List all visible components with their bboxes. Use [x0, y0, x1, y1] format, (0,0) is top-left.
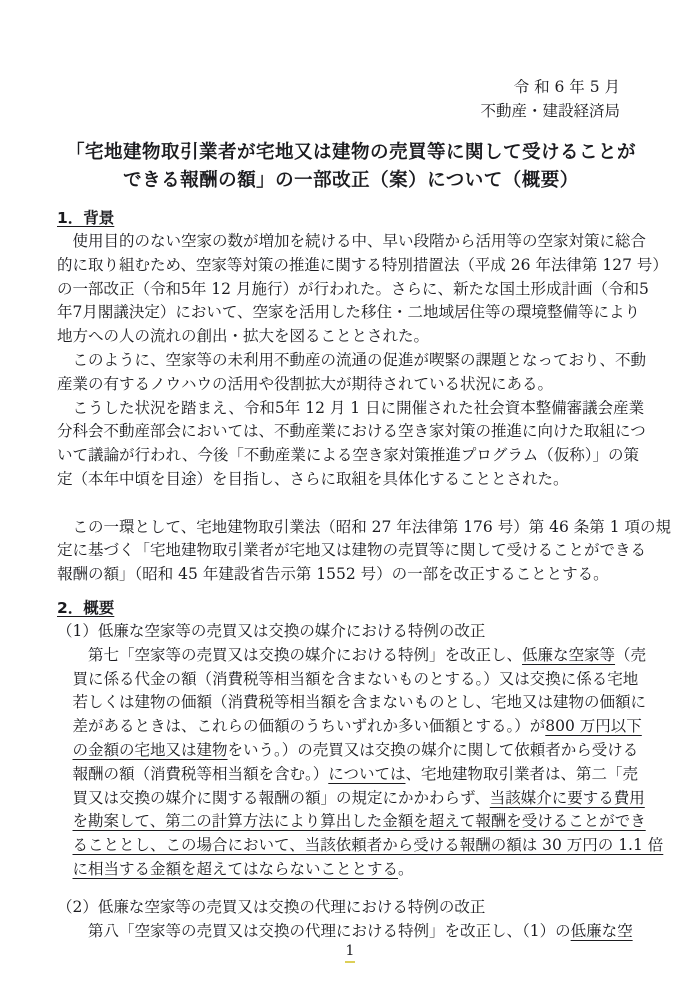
text-line — [57, 858, 645, 882]
text-segment: こうした状況を踏まえ、令和5年 12 月 1 日に開催された社会資本整備審議会産業 — [72, 398, 645, 417]
text-line — [57, 373, 645, 397]
underlined-text: に相当する金額を超えてはならないこととする — [72, 859, 399, 878]
title-line-1: 「宅地建物取引業者が宅地又は建物の売買等に関して受けることが — [65, 142, 636, 163]
text-line — [57, 644, 645, 668]
text-line — [57, 668, 645, 692]
page-footer — [0, 941, 700, 963]
text-segment: をいう。）の売買又は交換の媒介に関して依頼者から受ける — [227, 740, 639, 759]
overview-item-2-body — [57, 920, 645, 944]
text-segment: の一部改正（令和5年 12 月施行）が行われた。さらに、新たな国土形成計画（令和5 — [57, 279, 649, 298]
text-line — [57, 397, 645, 421]
title-line-2: できる報酬の額」の一部改正（案）について（概要） — [123, 169, 579, 191]
text-segment: 的に取り組むため、空家等対策の推進に関する特別措置法（平成 26 年法律第 127 号） — [57, 255, 668, 274]
text-segment: 第八「空家等の売買又は交換の代理における特例」を改正し、（1）の — [88, 921, 571, 940]
text-line — [57, 468, 645, 492]
underlined-text: 低廉な空家等 — [522, 645, 616, 664]
blank-line — [57, 492, 645, 516]
text-line — [57, 715, 645, 739]
text-segment: 地方への人の流れの創出・拡大を図ることとされた。 — [57, 327, 430, 346]
background-paragraph-1 — [57, 230, 668, 492]
text-segment: 産業の有するノウハウの活用や役割拡大が期待されている状況にある。 — [57, 374, 554, 393]
text-segment: 買に係る代金の額（消費税等相当額を含まないものとする。）又は交換に係る宅地 — [72, 669, 639, 688]
text-line — [57, 349, 645, 373]
text-segment: 。 — [398, 859, 414, 878]
text-segment: 報酬の額（消費税等相当額を含む。） — [72, 764, 329, 783]
underlined-text: を勘案して、第二の計算方法により算出した金額を超えて報酬を受けることができ — [72, 812, 646, 831]
page-number-highlight — [345, 961, 355, 963]
page-number: 1 — [345, 943, 355, 959]
issuing-department: 不動産・建設経済局 — [480, 101, 620, 120]
underlined-text: 800 万円以下 — [545, 717, 642, 736]
text-line — [57, 691, 645, 715]
text-line — [57, 230, 645, 254]
text-segment: このように、空家等の未利用不動産の流通の促進が喫緊の課題となっており、不動 — [72, 350, 647, 369]
background-paragraph-2 — [57, 516, 672, 587]
text-segment: 差があるときは、これらの価額のうちいずれか多い価額とする。）が — [72, 717, 546, 736]
text-segment: 買又は交換の媒介に関する報酬の額」の規定にかかわらず、 — [72, 788, 490, 807]
text-segment: 若しくは建物の価額（消費税等相当額を含まないものとし、宅地又は建物の価額に — [72, 693, 647, 712]
underlined-text: 当該媒介に要する費用 — [489, 788, 645, 807]
document-header — [57, 76, 620, 123]
text-segment: 、宅地建物取引業者は、第二「売 — [405, 764, 638, 783]
text-segment: 年7月閣議決定）において、空家を活用した移住・二地域居住等の環境整備等により — [57, 303, 641, 322]
text-line — [57, 834, 664, 858]
overview-item-1-heading: （1）低廉な空家等の売買又は交換の媒介における特例の改正 — [57, 621, 486, 640]
underlined-text: 低廉な空 — [570, 921, 633, 940]
text-line — [57, 920, 645, 944]
text-line — [57, 444, 645, 468]
text-line — [57, 301, 645, 325]
text-line — [57, 787, 645, 811]
underlined-text: の金額の宅地又は建物 — [72, 740, 228, 759]
text-line — [57, 325, 645, 349]
text-line — [57, 420, 645, 444]
text-segment: この一環として、宅地建物取引業法（昭和 27 年法律第 176 号）第 46 条第 1 項の規 — [72, 517, 672, 536]
underlined-text: ることとし、この場合において、当該依頼者から受ける報酬の額は 30 万円の 1.1 倍 — [72, 836, 664, 855]
text-line — [57, 254, 668, 278]
text-segment: いて議論が行われ、今後「不動産業による空き家対策推進プログラム（仮称）」の策 — [57, 446, 640, 465]
text-segment: 第七「空家等の売買又は交換の媒介における特例」を改正し、 — [88, 645, 523, 664]
document-title — [57, 139, 645, 194]
overview-item-2-heading: （2）低廉な空家等の売買又は交換の代理における特例の改正 — [57, 897, 486, 916]
document-date: 令 和 6 年 5 月 — [513, 78, 620, 96]
text-segment: 報酬の額」（昭和 45 年建設省告示第 1552 号）の一部を改正することとする。 — [57, 565, 609, 584]
underlined-text: については — [328, 764, 406, 783]
text-segment: 定（本年中頃を目途）を目指し、さらに取組を具体化することとされた。 — [57, 469, 569, 488]
text-line — [57, 739, 645, 763]
text-line — [57, 763, 645, 787]
text-line — [57, 516, 672, 540]
text-segment: 定に基づく「宅地建物取引業者が宅地又は建物の売買等に関して受けることができる — [57, 541, 647, 560]
text-line — [57, 563, 645, 587]
section-1-heading: 1．背景 — [57, 209, 115, 227]
text-line — [57, 810, 645, 834]
text-line — [57, 539, 645, 563]
section-2-heading: 2．概要 — [57, 598, 115, 617]
text-segment: 分科会不動産部会においては、不動産業における空き家対策の推進に向けた取組につ — [57, 422, 646, 441]
overview-item-1-body — [57, 644, 664, 882]
text-line — [57, 278, 649, 302]
text-segment: 使用目的のない空家の数が増加を続ける中、早い段階から活用等の空家対策に総合 — [72, 232, 647, 250]
text-segment: （売 — [615, 645, 647, 664]
